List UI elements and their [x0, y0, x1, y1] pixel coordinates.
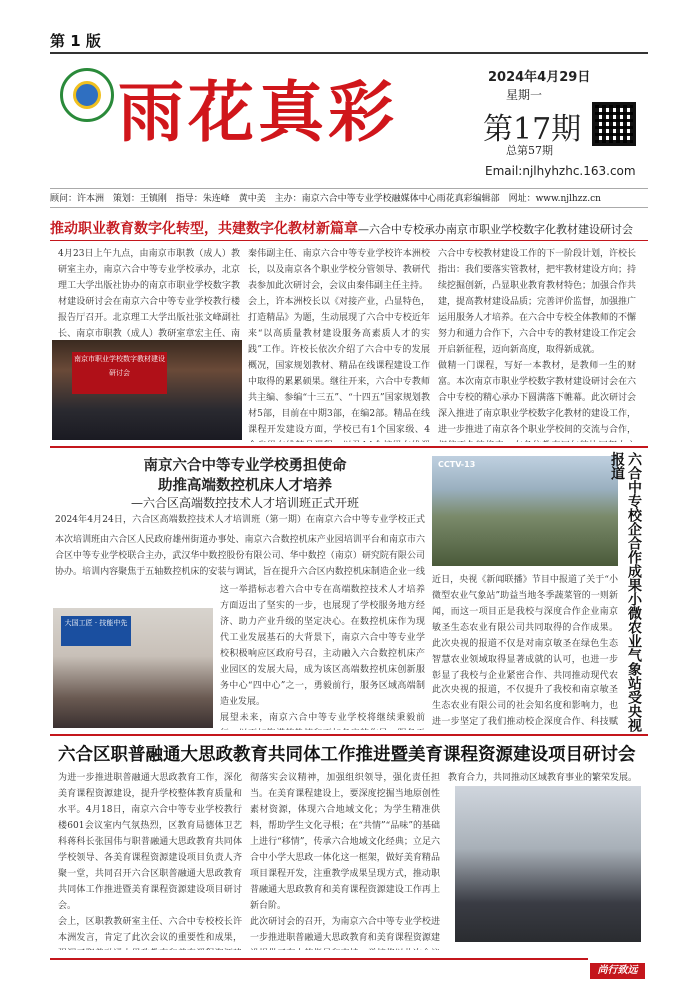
article4-column-1: 为进一步推进职普融通大思政教育工作，深化美育课程资源建设，提升学校整体教育质量和水平。4月18日，南京六合中等专业学校教行楼601会议室内气氛热烈，区教育局德体卫艺科蒋科长张国伟与职普融通大思政教育共同体学校领导、各美育课程资源建设项目负责人齐聚一堂，共同召开六合区职普融通大思政教育共同体工作推进暨美育课程资源建设项目研讨会。 会上，区职教教研室主任、六合中专校校长许本洲发言，肯定了此次会议的重要性和成果，	[58, 773, 242, 943]
staff-website[interactable]: 网址：www.njlhzz.cn	[508, 194, 601, 204]
section-rule-1	[50, 446, 648, 448]
article2-subtitle: —六合区高端数控技术人才培训班正式开班	[130, 496, 359, 510]
article1-column-3: 六合中专校教材建设工作的下一阶段计划，许校长指出：我们要落实管教材，把牢教材建设方向；持续挖掘创新，凸显职业教育教材特色；加强合作共建，提高教材建设品质；完善评价监督，加强推广运用服务人才培养。在六合中专校全体教师的不懈努力和通力合作下，六合中专的教材建设工作定会开启新征程，迈向新高度，取得新成就。 做精一门课程，写好一本教材，是教师一生的财富。本次南京市职业学校数字教材建设研讨会在六合中专校的精心承办下圆满落下帷幕。此次研讨会深入推进了南京职业学校数字化教材的建设工作，进一步推进了南京各个职业学校间的交流与合作，	[438, 249, 636, 435]
training-photo	[53, 608, 213, 728]
article3-vertical-title: 六合中专校企合作成果小微农业气象站受央视报道	[609, 452, 642, 732]
article2-para-1: 2024年4月24日，六合区高端数控技术人才培训班（第一期）在南京六合中等专业学校正式	[55, 515, 425, 525]
article1-headline	[50, 218, 633, 238]
article1-column-1: 4月23日上午九点，由南京市职教（成人）教研室主办，南京六合中等专业学校承办，北京理工大学出版社协办的南京市职业学校数字教材建设研讨会在南京六合中等专业学校教行楼报告厅召开。北京理工大学出版社张文峰副社长、南京市职教（成人）教研室章宏主任、南	[58, 249, 240, 338]
article4-title: 六合区职普融通大思政教育共同体工作推进暨美育课程资源建设项目研讨会	[58, 745, 636, 765]
article4-column-2: 彻落实会议精神，加强组织领导，强化责任担当。在美育课程建设上，要深度挖掘当地原创性素材资源，体现六合地域文化；为学生精准供料，帮助学生文化寻根；在“共情”“品味”的基础上进行“移情”，传承六合地域文化经典；立足六合中小学大思政一体化这一框架，做好美育精品项目课程开发，注重教学成果呈现方式，推动职普融通大思政教育和美育课程资源建设工作再上新台阶。 此次研讨会的召开，为南京六合中等专业学校进一步推进职普融通大思政教育和美育课程资源建	[250, 773, 440, 943]
email-address[interactable]: Email:njlhyhzhc.163.com	[485, 164, 636, 178]
staff-advisor: 顾问：许本洲	[50, 194, 105, 204]
qr-code	[592, 102, 636, 146]
weather-station-photo	[432, 456, 618, 566]
article2-title-line1: 南京六合中等专业学校勇担使命	[143, 457, 347, 474]
article1-title: 推动职业教育数字化转型，共建数字化教材新篇章	[50, 221, 358, 237]
training-banner: 大国工匠 · 技能中先	[61, 616, 131, 646]
article3-para-1: 近日，央视《新闻联播》节目中报道了关于“小微型农业气象站”助益当地冬季蔬菜管的一则新闻，而这一项目正是我校与深度合作企业南京敏圣生态农业有限公司共同取得的合作成果。此次央视的报道不仅是对南京敏圣在绿色生态智慧农业领域取得显著成就的认可，也进一步彰显了我校与企业紧密合作、共同推动现代农	[432, 575, 618, 681]
article2-para-3: 这一举措标志着六合中专在高端数控技术人才培养方面迈出了坚实的一步，也展现了学校服务地方经济、助力产业升级的坚定决心。在数控机床作为现代工业发展基石的大背景下，南京六合中等专业学校积极响应区政府号召，主动融入六合数控机床产业园区的发展大局，成为该区高端数控机床创新服务中心“四中心”之一，勇毅前行，服务区域高端制造业发展。 展望未来，南京六合中等专业学校将继续秉毅前	[220, 585, 425, 723]
page-label: 第 1 版	[50, 32, 101, 50]
footer-badge: 尚行致远	[590, 963, 645, 979]
header-rule	[50, 52, 648, 54]
article1-subtitle: —六合中专校承办南京市职业学校数字化教材建设研讨会	[358, 223, 633, 236]
issue-weekday: 星期一	[506, 88, 543, 102]
article4-column-3: 教育合力，共同推动区域教育事业的繁荣发展。	[448, 773, 638, 783]
issue-date: 2024年4月29日	[488, 70, 591, 85]
article1-rule	[50, 240, 648, 241]
article2-title-line2: 助推高端数控机床人才培养	[158, 477, 332, 494]
staff-director: 指导：朱连峰 黄中美	[175, 194, 266, 204]
staff-planner: 策划：王镇刚	[112, 194, 167, 204]
staff-bar	[50, 188, 648, 208]
section-rule-2	[50, 734, 648, 736]
school-logo	[60, 68, 114, 122]
seminar-banner: 南京市职业学校数字教材建设研讨会	[72, 352, 167, 394]
masthead-title: 雨花真彩	[118, 73, 398, 151]
article1-column-2: 秦伟副主任、南京六合中等专业学校许本洲校长，以及南京各个职业学校分管领导、教研代表参加此次研讨会，会议由秦伟副主任主持。 会上，许本洲校长以《对接产业，凸显特色，打造精品》为题，生动展现了六合中专校近年来“以高质量教材建设服务高素质人才的实践”工作。许校长依次介绍了六合中专的发展概况，国家规划教材、精品在线课程建设工作中取得的累累硕果。继往开来，六合中专教师共主编、参编“十三五”、“十四五”国家规划教材5部，目前在中期3部，在编2部。精品在线课程开发建设方面，学校已有1个国家级、4	[248, 249, 430, 435]
meeting-photo	[455, 786, 641, 942]
footer-rule	[50, 958, 588, 960]
seminar-photo	[52, 340, 242, 440]
cctv-logo: CCTV-13	[438, 460, 476, 469]
staff-sponsor: 主办：南京六合中等专业学校融媒体中心雨花真彩编辑部	[274, 194, 500, 204]
article3-para-2: 此次央视的报道，不仅提升了我校和南京敏圣生态农业有限公司的社会知名度和影响力，也进一步坚定了我们推动校企深度合作、科技赋	[432, 685, 618, 727]
issue-total: 总第57期	[506, 144, 553, 157]
issue-number: 第17期	[483, 112, 582, 147]
article2-para-2: 本次培训班由六合区人民政府雄州街道办事处、南京六合数控机床产业园培训平台和南京市六合区中等专业学校联合主办，武汉华中数控股份有限公司、华中数控（南京）研究院有限公司协办。培训内容聚焦于五轴数控机床的安装与调试，旨在提升六合区内数控机床制造企业一线	[55, 535, 425, 577]
